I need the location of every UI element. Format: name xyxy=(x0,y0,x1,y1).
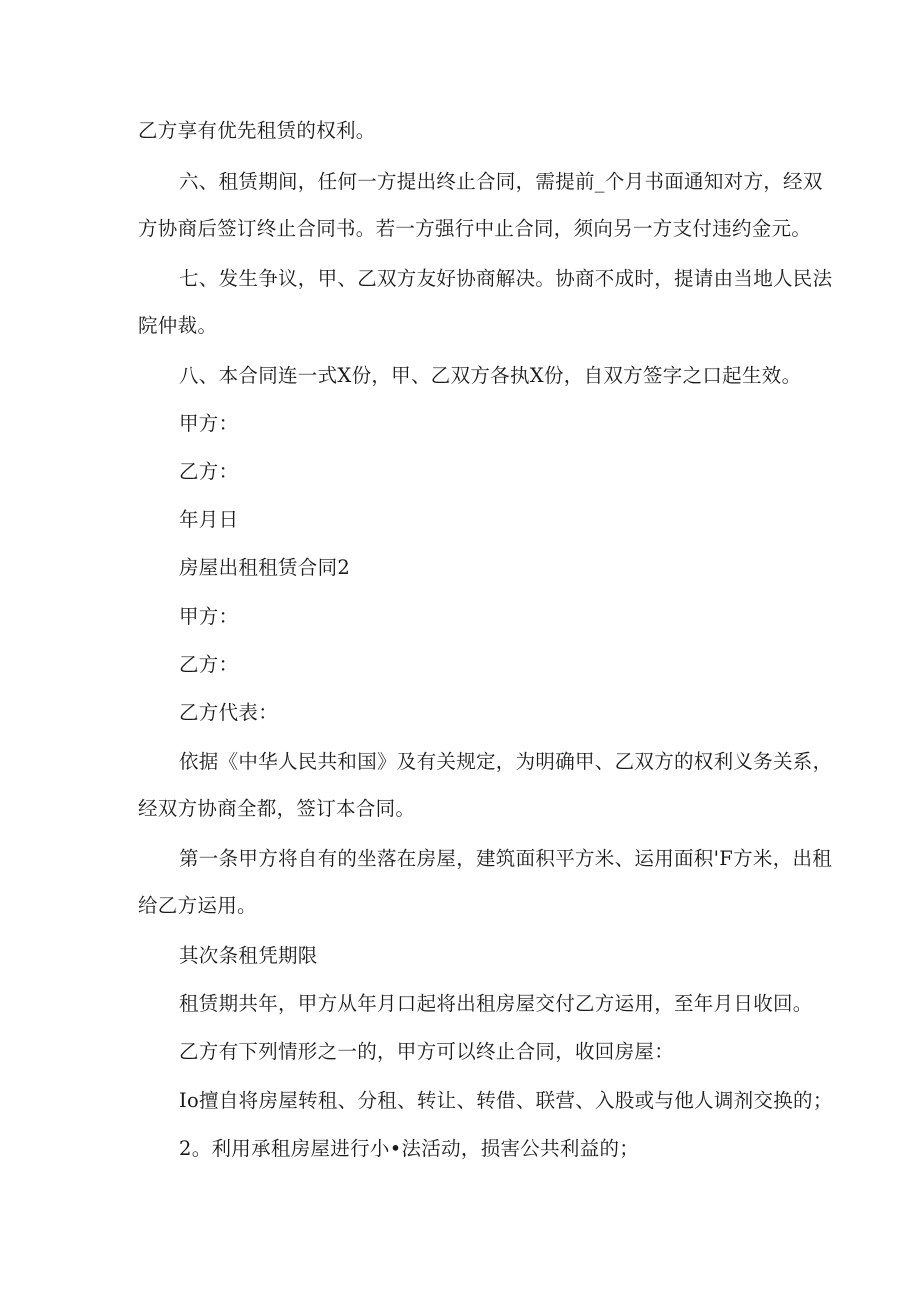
clause-seven-line-2: 院仲裁。 xyxy=(138,314,218,337)
party-b-label-2: 乙方： xyxy=(179,653,239,676)
party-b-representative-label: 乙方代表： xyxy=(179,701,279,724)
article-one-line-2: 给乙方运用。 xyxy=(138,894,257,917)
date-label: 年月日 xyxy=(179,508,239,531)
clause-seven-line-1: 七、发生争议，甲、乙双方友好协商解决。协商不成时，提请由当地人民法 xyxy=(179,267,833,290)
party-b-label: 乙方： xyxy=(179,460,239,483)
preamble-line-2: 经双方协商全都，签订本合同。 xyxy=(138,797,416,820)
condition-item-1: Io擅自将房屋转租、分租、转让、转借、联营、入股或与他人调剂交换的； xyxy=(179,1089,833,1112)
party-a-label-2: 甲方： xyxy=(179,605,239,628)
condition-item-2: 2。利用承租房屋进行小•法活动，损害公共利益的； xyxy=(179,1137,640,1160)
contract-title: 房屋出租租赁合同2 xyxy=(179,556,351,579)
clause-six-line-1: 六、租赁期间，任何一方提出终止合同，需提前_个月书面通知对方，经双 xyxy=(179,170,823,193)
paragraph-line: 乙方享有优先租赁的权利。 xyxy=(138,119,376,142)
termination-conditions-line: 乙方有下列情形之一的，甲方可以终止合同，收回房屋： xyxy=(179,1040,675,1063)
preamble-line-1: 依据《中华人民共和国》及有关规定，为明确甲、乙双方的权利义务关系， xyxy=(179,750,833,773)
article-one-line-1: 第一条甲方将自有的坐落在房屋，建筑面积平方米、运用面积'F方米，出租 xyxy=(179,847,833,870)
lease-term-line: 租赁期共年，甲方从年月口起将出租房屋交付乙方运用，至年月日收回。 xyxy=(179,992,813,1015)
article-two-heading: 其次条租凭期限 xyxy=(179,944,318,967)
clause-eight-line: 八、本合同连一式X份，甲、乙双方各执X份，自双方签字之口起生效。 xyxy=(179,364,802,387)
clause-six-line-2: 方协商后签订终止合同书。若一方强行中止合同，须向另一方支付违约金元。 xyxy=(138,217,812,240)
party-a-label: 甲方： xyxy=(179,412,239,435)
